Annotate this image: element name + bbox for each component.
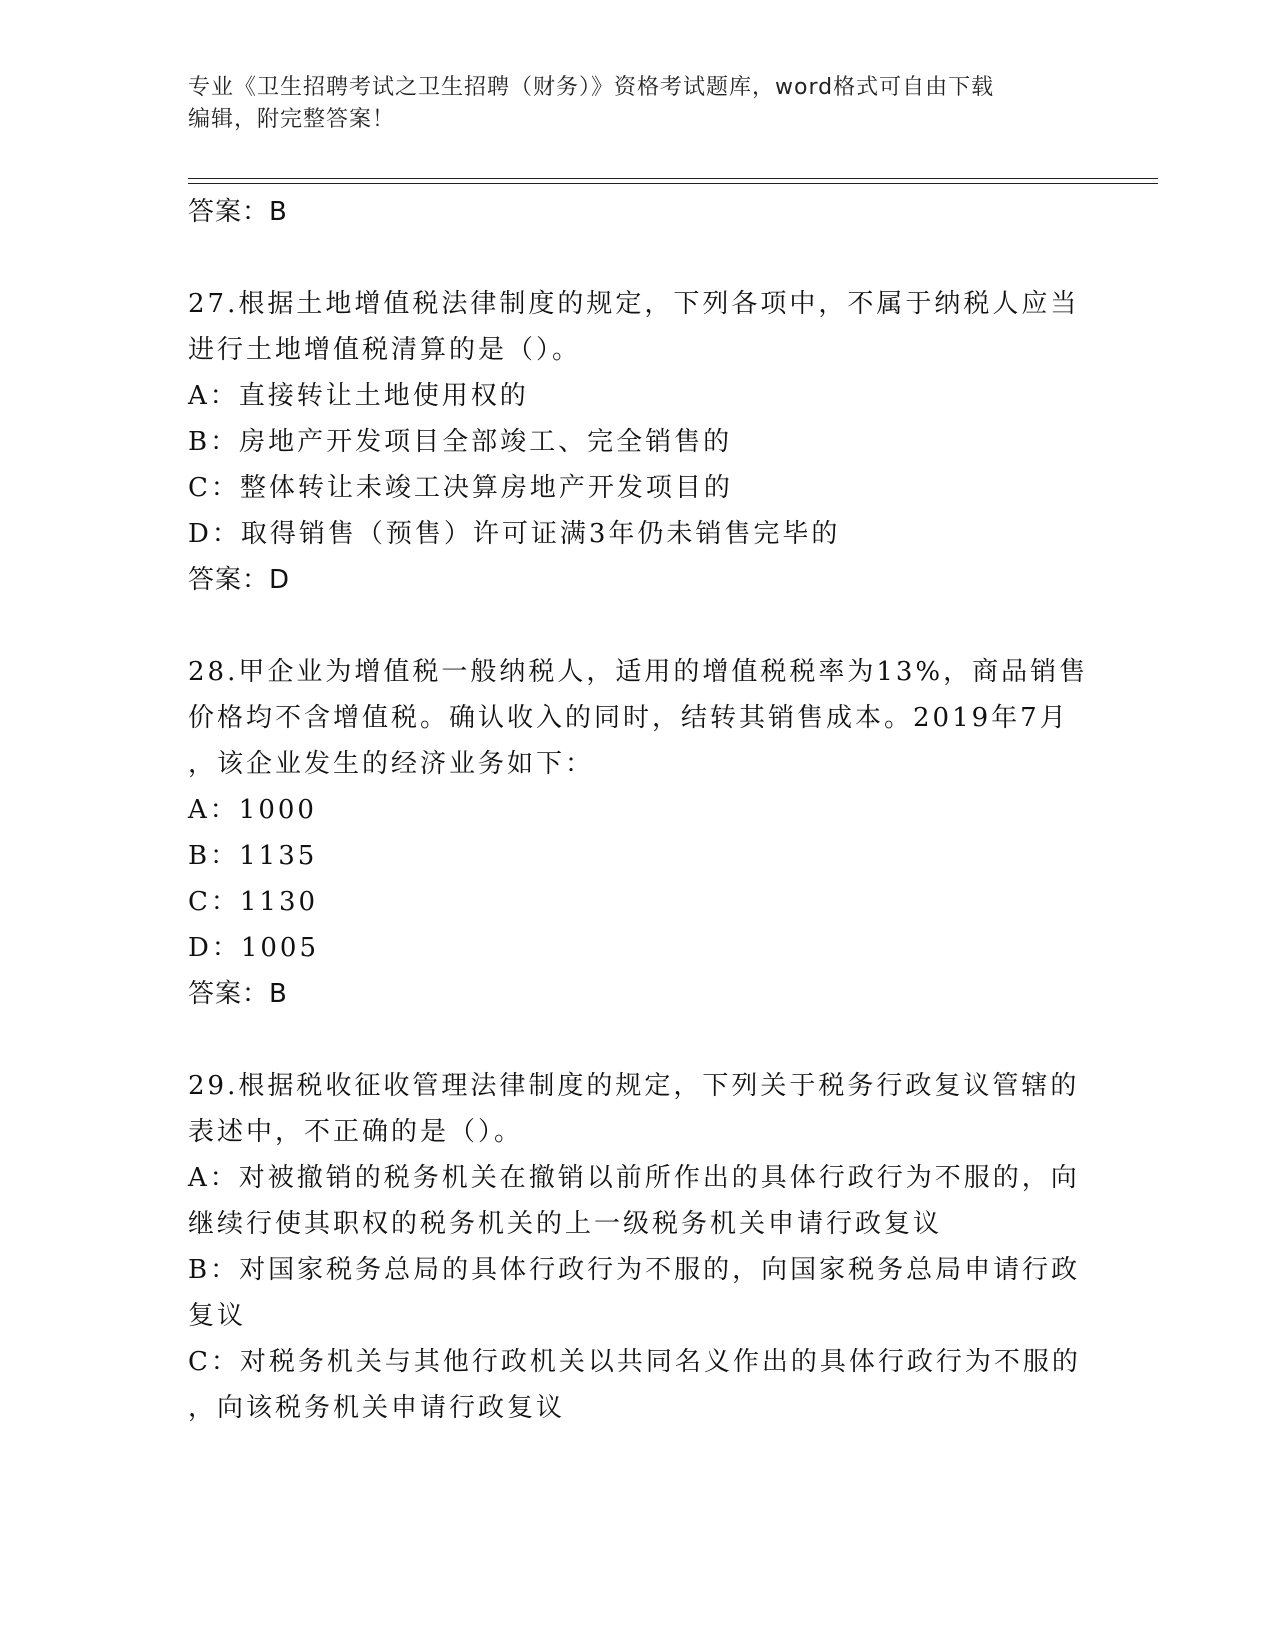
question-stem: 29.根据税收征收管理法律制度的规定，下列关于税务行政复议管辖的 (188, 1071, 1080, 1101)
option-a: A：直接转让土地使用权的 (188, 381, 529, 411)
spacer (188, 1017, 1088, 1063)
option-c-continued: ，向该税务机关申请行政复议 (188, 1393, 566, 1423)
answer-label: 答案：B (188, 197, 288, 227)
answer-label: 答案：B (188, 979, 288, 1009)
option-b: B：房地产开发项目全部竣工、完全销售的 (188, 427, 733, 457)
option-d: D：1005 (188, 933, 320, 963)
question-list (188, 189, 1088, 1431)
option-c: C：1130 (188, 887, 319, 917)
question-stem: 27.根据土地增值税法律制度的规定，下列各项中，不属于纳税人应当 (188, 289, 1080, 319)
question-stem: 进行土地增值税清算的是（）。 (188, 335, 582, 365)
option-b-continued: 复议 (188, 1301, 247, 1331)
question-block (188, 281, 1088, 603)
question-block (188, 1063, 1088, 1431)
option-a-continued: 继续行使其职权的税务机关的上一级税务机关申请行政复议 (188, 1209, 943, 1239)
answer-label: 答案：D (188, 565, 291, 595)
option-c: C：整体转让未竣工决算房地产开发项目的 (188, 473, 733, 503)
option-c: C：对税务机关与其他行政机关以共同名义作出的具体行政行为不服的 (188, 1347, 1081, 1377)
option-a: A：对被撤销的税务机关在撤销以前所作出的具体行政行为不服的，向 (188, 1163, 1080, 1193)
header-divider (188, 183, 1158, 184)
question-stem: 表述中，不正确的是（）。 (188, 1117, 524, 1147)
page-header (188, 72, 1068, 136)
option-d: D：取得销售（预售）许可证满3年仍未销售完毕的 (188, 519, 841, 549)
option-a: A：1000 (188, 795, 317, 825)
question-stem: ，该企业发生的经济业务如下： (188, 749, 595, 779)
question-stem: 28.甲企业为增值税一般纳税人，适用的增值税税率为13%，商品销售 (188, 657, 1089, 687)
header-line: 专业《卫生招聘考试之卫生招聘（财务）》资格考试题库，word格式可自由下载 (188, 75, 995, 100)
spacer (188, 603, 1088, 649)
option-b: B：1135 (188, 841, 318, 871)
header-line: 编辑，附完整答案！ (188, 107, 396, 132)
header-divider (188, 178, 1158, 179)
question-block (188, 649, 1088, 1017)
option-b: B：对国家税务总局的具体行政行为不服的，向国家税务总局申请行政 (188, 1255, 1081, 1285)
question-stem: 价格均不含增值税。确认收入的同时，结转其销售成本。2019年7月 (188, 703, 1069, 733)
spacer (188, 235, 1088, 281)
